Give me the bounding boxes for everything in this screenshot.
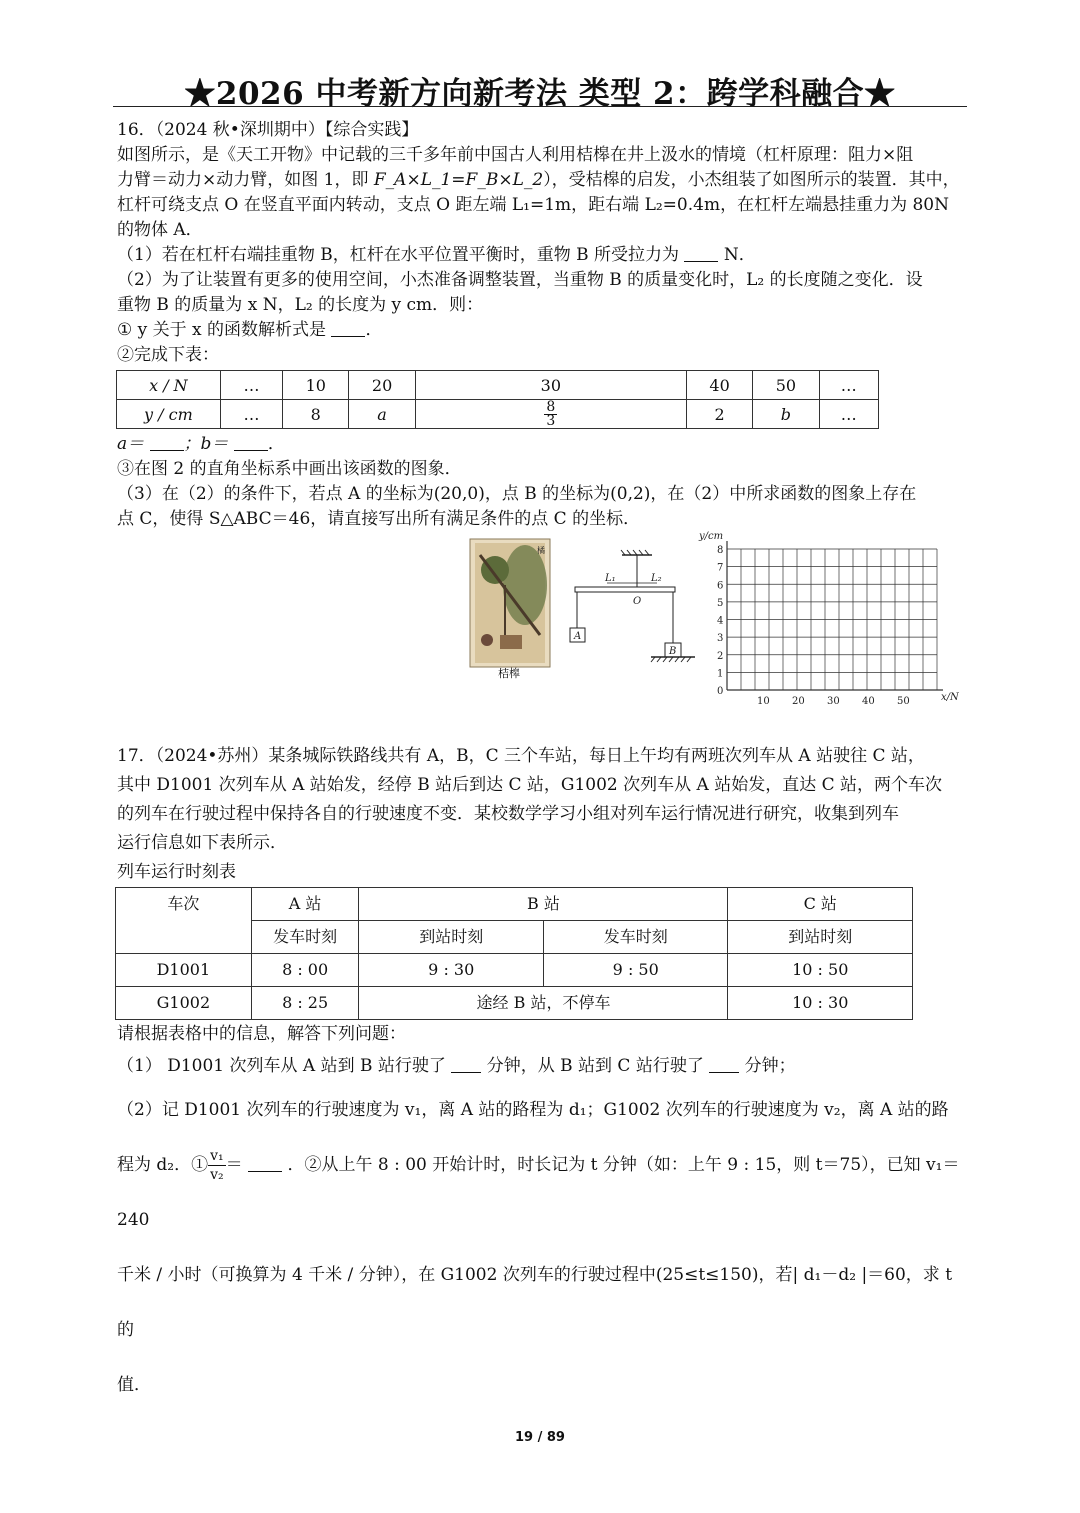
y-tick-label: 1 [717,668,724,680]
answer-blank [684,245,718,262]
answer-blank [331,320,365,337]
q17-part2-line3: 千米 / 小时（可换算为 4 千米 / 分钟），在 G1002 次列车的行驶过程中(25≤t≤150)，若| d₁－d₂ |＝60，求 t 的 [117,1265,953,1340]
y-tick-label: 7 [717,562,724,574]
fraction: $\frac{8}{3}$ [546,398,556,429]
answer-blank [234,434,268,451]
value-table [116,370,879,429]
label-L1: L₁ [605,573,616,584]
x-tick-label: 40 [862,696,875,707]
answer-blank [451,1056,481,1073]
q16-intro-1: 如图所示，是《天工开物》中记载的三千多年前中国古人利用桔槔在井上汲水的情境（杠杆原理：阻力×阻 [117,145,914,165]
table-row: x / N … 10 20 30 40 50 … [117,371,879,400]
question-17 [117,742,969,1413]
q16-ab: a＝ ；b＝ ． [117,434,285,454]
table-row: 车次 A 站 B 站 C 站 [116,888,913,921]
q16-part1: （1）若在杠杆右端挂重物 B，杠杆在水平位置平衡时，重物 B 所受拉力为 N． [117,245,756,265]
x-tick-label: 20 [792,696,805,707]
v-ratio: $\frac{\text{v₁}}{\text{v₂}}$ [210,1148,224,1183]
q17-line4: 运行信息如下表所示． [117,833,287,853]
q16-figures [465,525,975,715]
table-row: y / cm … 8 a $\frac{8}{3}$ 2 b … [117,400,879,429]
y-tick-label: 2 [717,650,724,662]
q16-intro-2: 力臂＝动力×动力臂，如图 1，即 F_A×L_1=F_B×L_2），受桔槔的启发，小杰组装了如图所示的装置．其中， [117,170,960,190]
y-tick-label: 0 [717,686,724,697]
q17-line2: 其中 D1001 次列车从 A 站始发，经停 B 站后到达 C 站，G1002 次列车从 A 站始发，直达 C 站，两个车次 [117,775,943,795]
table-row: G1002 8 : 25 途经 B 站，不停车 10 : 30 [116,987,913,1020]
q16-part2-a: ① y 关于 x 的函数解析式是 ． [117,320,383,340]
label-A: A [574,631,582,642]
q17-ask: 请根据表格中的信息，解答下列问题： [117,1024,406,1044]
y-tick-label: 6 [717,580,724,592]
label-L2: L₂ [651,573,662,584]
table-row: 发车时刻 到站时刻 发车时刻 到站时刻 [116,921,913,954]
q17-line1: 17．（2024•苏州）某条城际铁路线共有 A，B，C 三个车站，每日上午均有两班次列车从 A 站驶往 C 站， [117,746,925,766]
y-axis-label: y/cm [699,531,724,542]
fig-caption: 桔槔 [498,667,520,680]
page-title: ★2026 中考新方向新考法 类型 2：跨学科融合★ [184,76,896,112]
page-number: 19 / 89 [515,1430,565,1445]
q17-part2-line1: （2）记 D1001 次列车的行驶速度为 v₁，离 A 站的路程为 d₁；G1002 次列车的行驶速度为 v₂，离 A 站的路 [117,1100,949,1120]
coordinate-grid [727,541,943,690]
answer-blank [150,434,184,451]
y-tick-label: 3 [717,633,724,645]
q16-intro-3: 杠杆可绕支点 O 在竖直平面内转动，支点 O 距左端 L₁=1m，距右端 L₂=0.4m，在杠杆左端悬挂重力为 80N [117,195,949,215]
well-sweep-illustration [470,539,550,667]
label-B: B [669,646,677,657]
q16-part2-line2: 重物 B 的质量为 x N，L₂ 的长度为 y cm．则： [117,295,484,315]
y-tick-label: 5 [717,597,724,609]
label-O: O [633,596,642,607]
figures-svg [465,525,975,715]
q16-part2-c: ③在图 2 的直角坐标系中画出该函数的图象． [117,459,462,479]
answer-blank [248,1155,282,1172]
q17-table-caption: 列车运行时刻表 [117,862,236,882]
q16-intro-4: 的物体 A． [117,220,203,240]
q16-head: 16．（2024 秋•深圳期中）【综合实践】 [117,120,419,140]
lever-formula: F_A×L_1=F_B×L_2 [373,170,544,190]
x-tick-label: 10 [757,696,770,707]
q16-part2-b: ②完成下表： [117,345,219,365]
q16-part2-line1: （2）为了让装置有更多的使用空间，小杰准备调整装置，当重物 B 的质量变化时，L₂ 的长度随之变化．设 [117,270,923,290]
q16-part3-line1: （3）在（2）的条件下，若点 A 的坐标为(20,0)，点 B 的坐标为(0,2)，在（2）中所求函数的图象上存在 [117,484,917,504]
x-tick-label: 30 [827,696,840,707]
table-row: D1001 8 : 00 9 : 30 9 : 50 10 : 50 [116,954,913,987]
q17-part2-line2: 程为 d₂．① $\frac{\text{v₁}}{\text{v₂}}$ ＝ ．②从上午 8 : 00 开始计时，时长记为 t 分钟（如：上午 9 : 15，则 t＝75），已知 v₁＝240 [117,1148,960,1230]
timetable [115,887,913,1020]
question-16 [117,118,969,532]
y-tick-label: 4 [717,615,724,627]
q17-part1: （1） D1001 次列车从 A 站到 B 站行驶了 分钟，从 B 站到 C 站行驶了 分钟； [117,1056,796,1076]
svg-text:橘: 橘 [537,546,545,555]
title-rule [113,106,967,107]
x-axis-label: x/N [941,692,959,703]
answer-blank [709,1056,739,1073]
q17-part2-line4: 值． [117,1375,151,1395]
q16-part3-line2: 点 C，使得 S△ABC＝46，请直接写出所有满足条件的点 C 的坐标． [117,509,641,529]
x-tick-label: 50 [897,696,910,707]
q17-line3: 的列车在行驶过程中保持各自的行驶速度不变．某校数学学习小组对列车运行情况进行研究，收集到列车 [117,804,899,824]
y-tick-label: 8 [717,545,724,556]
